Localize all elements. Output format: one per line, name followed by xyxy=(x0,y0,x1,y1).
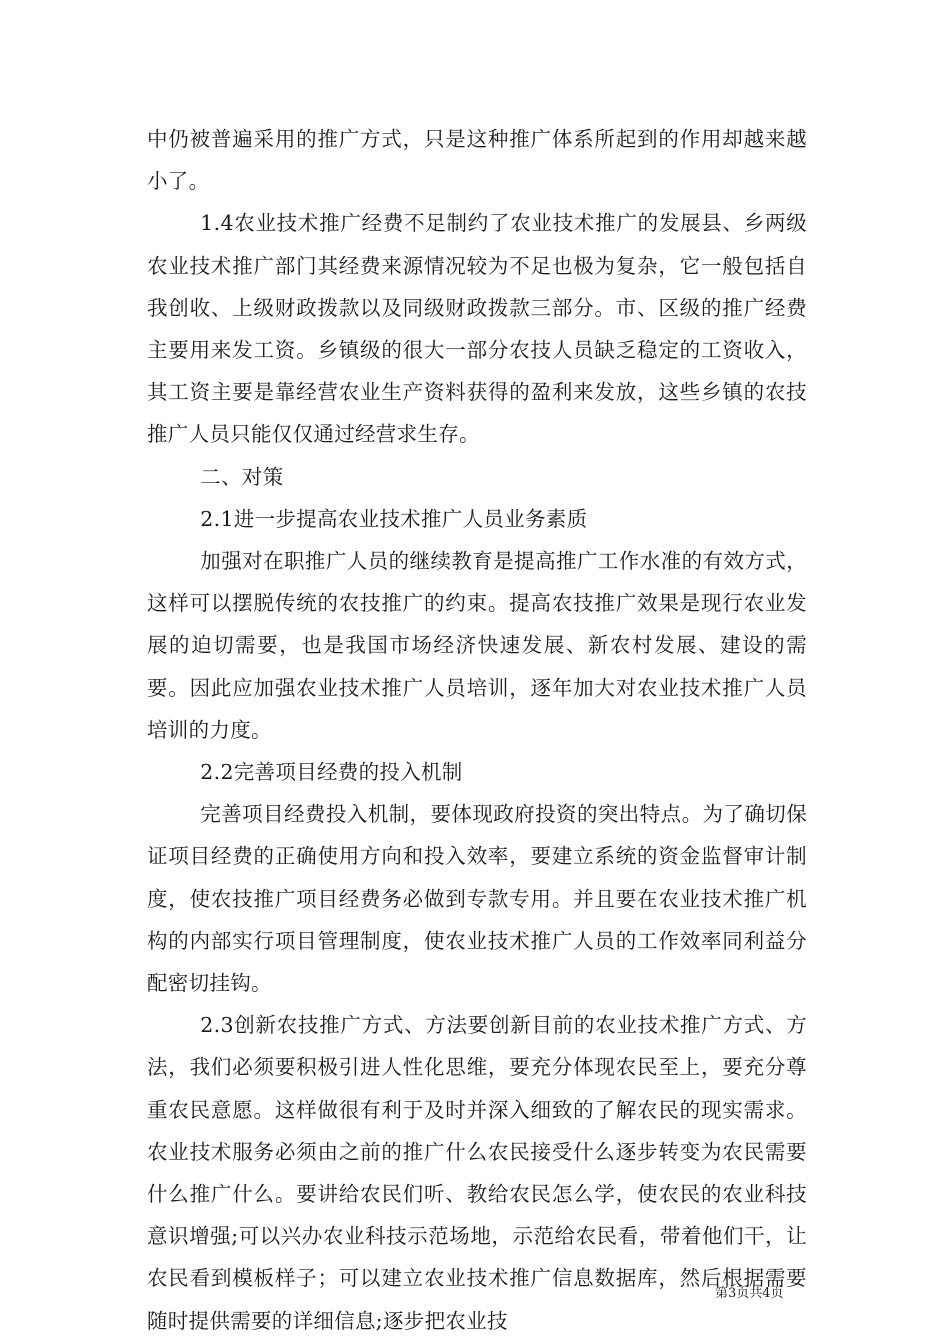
document-body xyxy=(147,118,807,1342)
subheading-2-2: 2.2完善项目经费的投入机制 xyxy=(200,760,463,785)
subheading-2-1: 2.1进一步提高农业技术推广人员业务素质 xyxy=(200,506,588,531)
paragraph-2-2-body: 完善项目经费投入机制，要体现政府投资的突出特点。为了确切保证项目经费的正确使用方向和投入效率，要建立系统的资金监督审计制度，使农技推广项目经费务必做到专款专用。并且要在农业技术推广机构的内部实行项目管理制度，使农业技术推广人员的工作效率同利益分配密切挂钩。 xyxy=(147,802,807,996)
page-number-footer: 第3页共4页 xyxy=(715,1286,784,1301)
paragraph-continuation: 中仍被普遍采用的推广方式，只是这种推广体系所起到的作用却越来越小了。 xyxy=(147,127,807,194)
section-heading-countermeasures: 二、对策 xyxy=(200,464,284,489)
paragraph-2-1-body: 加强对在职推广人员的继续教育是提高推广工作水准的有效方式，这样可以摆脱传统的农技推广的约束。提高农技推广效果是现行农业发展的迫切需要，也是我国市场经济快速发展、新农村发展、建设的需要。因此应加强农业技术推广人员培训，逐年加大对农业技术推广人员培训的力度。 xyxy=(147,549,807,742)
paragraph-1-4-funding: 1.4农业技术推广经费不足制约了农业技术推广的发展县、乡两级农业技术推广部门其经费来源情况较为不足也极为复杂，它一般包括自我创收、上级财政拨款以及同级财政拨款三部分。市、区级的推广经费主要用来发工资。乡镇级的很大一部分农技人员缺乏稳定的工资收入，其工资主要是靠经营农业生产资料获得的盈利来发放，这些乡镇的农技推广人员只能仅仅通过经营求生存。 xyxy=(147,211,807,447)
paragraph-2-3: 2.3创新农技推广方式、方法要创新目前的农业技术推广方式、方法，我们必须要积极引进人性化思维，要充分体现农民至上，要充分尊重农民意愿。这样做很有利于及时并深入细致的了解农民的现实需求。农业技术服务必须由之前的推广什么农民接受什么逐步转变为农民需要什么推广什么。要讲给农民们听、教给农民怎么学，使农民的农业科技意识增强;可以兴办农业科技示范场地，示范给农民看，带着他们干，让农民看到模板样子；可以建立农业技术推广信息数据库，然后根据需要随时提供需要的详细信息;逐步把农业技 xyxy=(147,1013,807,1333)
